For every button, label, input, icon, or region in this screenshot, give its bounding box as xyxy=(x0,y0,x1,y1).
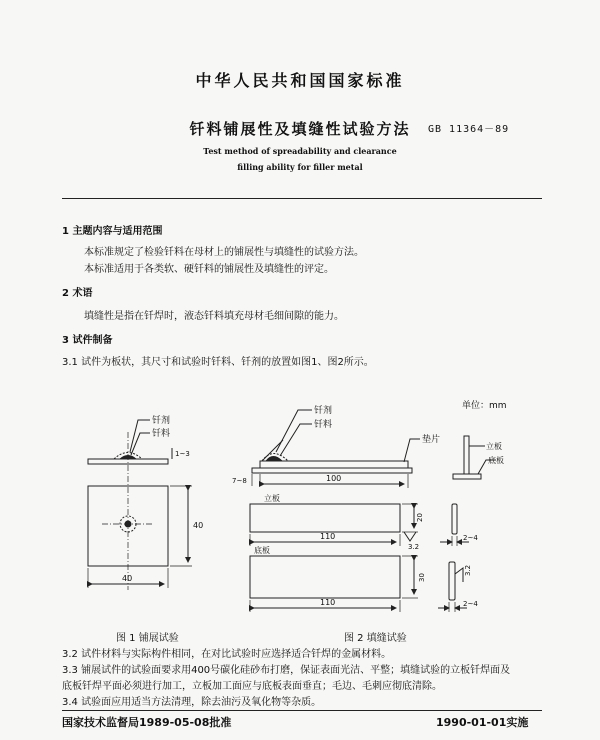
standard-code: GB 11364－89 xyxy=(428,124,510,135)
fig2-base-view-label: 底板 xyxy=(254,546,270,555)
fig2-filler-label: 钎料 xyxy=(314,420,333,430)
english-title-line2: filling ability for filler metal xyxy=(237,162,363,172)
figure-2-gap-filling-test xyxy=(250,410,496,612)
fig2-end-view-base xyxy=(453,474,481,479)
section-1-paragraph-1: 本标准规定了检验钎料在母材上的铺展性与填缝性的试验方法。 xyxy=(84,247,364,258)
fig2-base-plate-side xyxy=(252,468,412,473)
section-3-4-text: 3.4 试验面应用适当方法清理，除去油污及氧化物等杂质。 xyxy=(62,697,322,708)
fig2-upright-plate-side xyxy=(260,461,408,468)
national-standard-heading: 中华人民共和国国家标准 xyxy=(195,71,405,90)
section-3-1-text: 3.1 试件为板状，其尺寸和试验时钎料、钎剂的放置如图1、图2所示。 xyxy=(62,357,374,368)
fig2-dim-110-label: 110 xyxy=(320,532,336,541)
fig2-flux-leader xyxy=(276,410,312,452)
fig2-roughness-1 xyxy=(404,532,416,541)
fig2-unit-label: 单位：mm xyxy=(462,401,507,411)
fig1-flux-leader xyxy=(130,420,150,452)
implementation-line: 1990-01-01实施 xyxy=(436,716,529,729)
fig2-thickness-1-label: 2~4 xyxy=(463,534,478,542)
approval-line: 国家技术监督局1989-05-08批准 xyxy=(62,716,232,729)
figure-2-caption: 图 2 填缝试验 xyxy=(344,633,407,644)
fig2-dim-100-label: 100 xyxy=(326,474,342,483)
fig2-upright-label: 立板 xyxy=(486,442,502,451)
figure-1-spreading-test xyxy=(88,420,192,590)
section-2-paragraph-1: 填缝性是指在钎焊时，液态钎料填充母材毛细间隙的能力。 xyxy=(84,311,344,322)
fig2-upright-plate-view xyxy=(250,504,400,532)
section-3-3-line1: 3.3 铺展试件的试验面要求用400号碳化硅砂布打磨，保证表面光洁、平整；填缝试验的立板钎焊面及 xyxy=(62,665,511,676)
fig2-end-view-upright xyxy=(464,436,469,474)
fig2-roughness-2-label: 3.2 xyxy=(464,564,472,576)
section-1-paragraph-2: 本标准适用于各类软、硬钎料的铺展性及填缝性的评定。 xyxy=(84,264,334,275)
fig2-base-label: 底板 xyxy=(488,456,504,465)
page-title: 钎料铺展性及填缝性试验方法 xyxy=(189,120,411,138)
fig1-height-label: 40 xyxy=(193,521,204,530)
section-1-heading: 1 主题内容与适用范围 xyxy=(62,226,163,237)
fig2-upright-thin-view xyxy=(452,504,457,534)
fig2-roughness-2 xyxy=(455,568,463,582)
fig2-shim-leader xyxy=(404,439,420,462)
fig2-base-plate-view xyxy=(250,556,400,598)
section-2-heading: 2 术语 xyxy=(62,288,93,299)
english-title-line1: Test method of spreadability and clearance xyxy=(203,146,397,156)
fig2-dim-30-label: 30 xyxy=(418,573,426,582)
fig2-shim-label: 垫片 xyxy=(422,435,441,445)
section-3-heading: 3 试件制备 xyxy=(62,335,113,346)
section-3-2-text: 3.2 试件材料与实际构件相同，在对比试验时应选择适合钎焊的金属材料。 xyxy=(62,649,392,660)
fig1-thickness-label: 1~3 xyxy=(175,450,190,458)
figure-1-caption: 图 1 铺展试验 xyxy=(116,633,179,644)
fig1-flux-label: 钎剂 xyxy=(152,416,171,426)
fig2-filler-label-leader xyxy=(280,424,312,456)
fig2-upright-view-label: 立板 xyxy=(264,494,280,503)
fig2-flux-label: 钎剂 xyxy=(314,406,333,416)
fig2-thickness-2-label: 2~4 xyxy=(463,600,478,608)
fig2-filler xyxy=(266,457,282,462)
fig1-width-label: 40 xyxy=(122,574,133,583)
footer-divider xyxy=(62,710,542,711)
fig2-roughness-1-label: 3.2 xyxy=(408,543,420,551)
fig1-filler-label: 钎料 xyxy=(152,429,171,439)
fig2-base-thin-view xyxy=(449,562,455,600)
fig2-overhang-label: 7~8 xyxy=(232,477,247,485)
section-3-3-line2: 底板钎焊平面必须进行加工，立板加工面应与底板表面垂直；毛边、毛刺应彻底清除。 xyxy=(62,681,442,692)
fig2-dim-110b-label: 110 xyxy=(320,598,336,607)
fig2-dim-20-label: 20 xyxy=(416,513,424,522)
